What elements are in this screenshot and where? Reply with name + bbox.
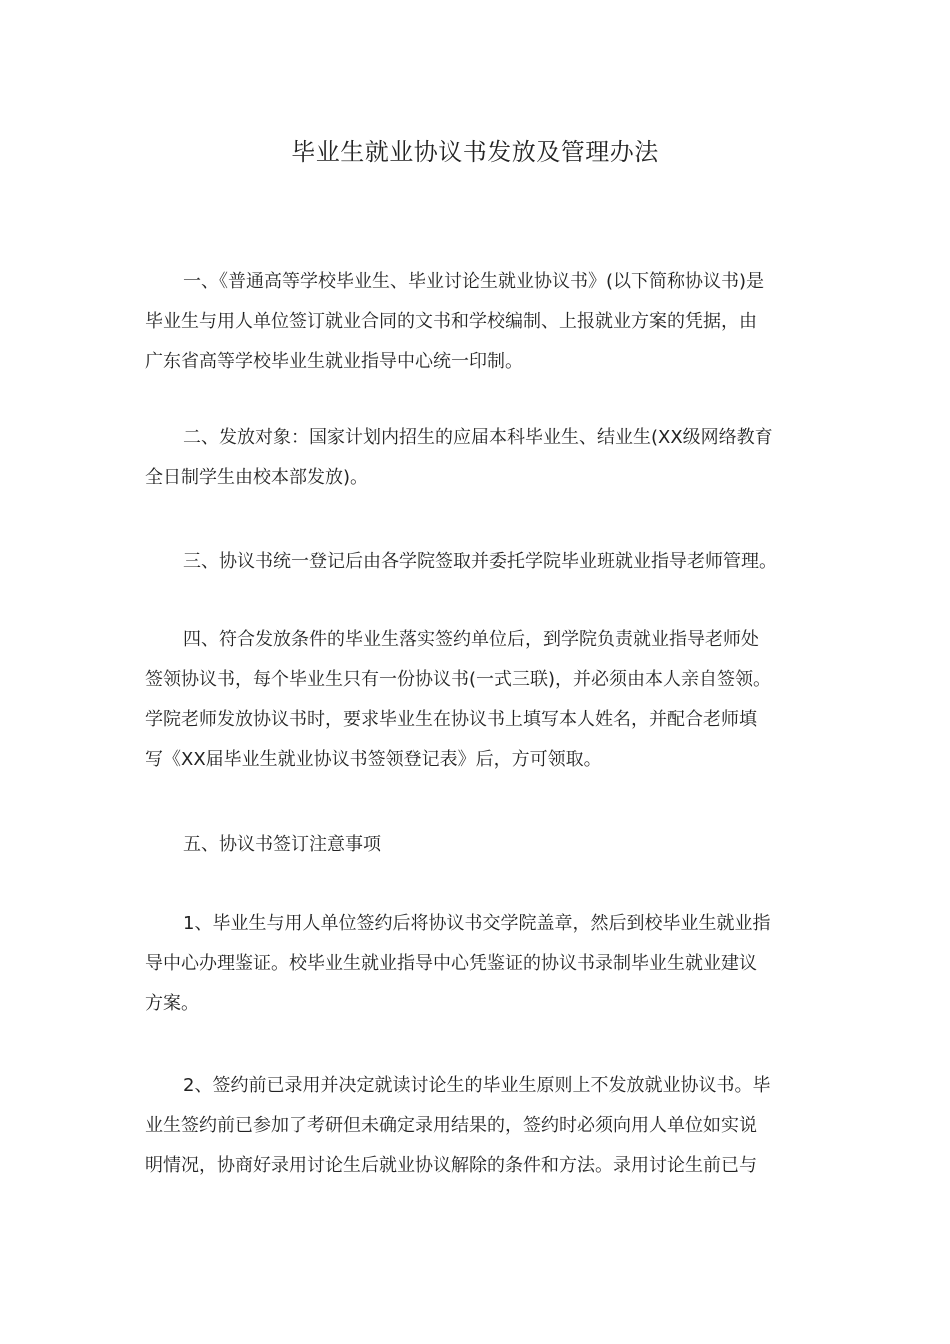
paragraph-line: 四、符合发放条件的毕业生落实签约单位后，到学院负责就业指导老师处: [183, 629, 759, 650]
paragraph-line: 学院老师发放协议书时，要求毕业生在协议书上填写本人姓名，并配合老师填: [145, 709, 757, 730]
paragraph-4: [145, 620, 810, 780]
section-heading: 五、协议书签订注意事项: [183, 834, 381, 855]
paragraph-line: 毕业生与用人单位签订就业合同的文书和学校编制、上报就业方案的凭据，由: [145, 311, 757, 332]
paragraph-2: [145, 418, 810, 498]
paragraph-line: 三、协议书统一登记后由各学院签取并委托学院毕业班就业指导老师管理。: [183, 551, 777, 572]
paragraph-line: 明情况，协商好录用讨论生后就业协议解除的条件和方法。录用讨论生前已与: [145, 1155, 757, 1176]
paragraph-1: [145, 262, 810, 382]
paragraph-line: 广东省高等学校毕业生就业指导中心统一印制。: [145, 351, 523, 372]
paragraph-line: 业生签约前已参加了考研但未确定录用结果的，签约时必须向用人单位如实说: [145, 1115, 757, 1136]
paragraph-line: 2、签约前已录用并决定就读讨论生的毕业生原则上不发放就业协议书。毕: [183, 1075, 771, 1096]
paragraph-7: [145, 1066, 810, 1186]
paragraph-line: 全日制学生由校本部发放)。: [145, 467, 369, 488]
paragraph-line: 方案。: [145, 993, 199, 1014]
paragraph-line: 签领协议书，每个毕业生只有一份协议书(一式三联)，并必须由本人亲自签领。: [145, 669, 772, 690]
paragraph-3: [145, 542, 810, 582]
paragraph-5: [145, 825, 810, 865]
paragraph-line: 二、发放对象：国家计划内招生的应届本科毕业生、结业生(XX级网络教育: [183, 427, 773, 448]
paragraph-line: 导中心办理鉴证。校毕业生就业指导中心凭鉴证的协议书录制毕业生就业建议: [145, 953, 757, 974]
paragraph-line: 写《XX届毕业生就业协议书签领登记表》后，方可领取。: [145, 749, 602, 770]
paragraph-line: 1、毕业生与用人单位签约后将协议书交学院盖章，然后到校毕业生就业指: [183, 913, 771, 934]
paragraph-6: [145, 904, 810, 1024]
document-title: 毕业生就业协议书发放及管理办法: [291, 138, 659, 166]
paragraph-line: 一、《普通高等学校毕业生、毕业讨论生就业协议书》(以下简称协议书)是: [183, 271, 765, 292]
